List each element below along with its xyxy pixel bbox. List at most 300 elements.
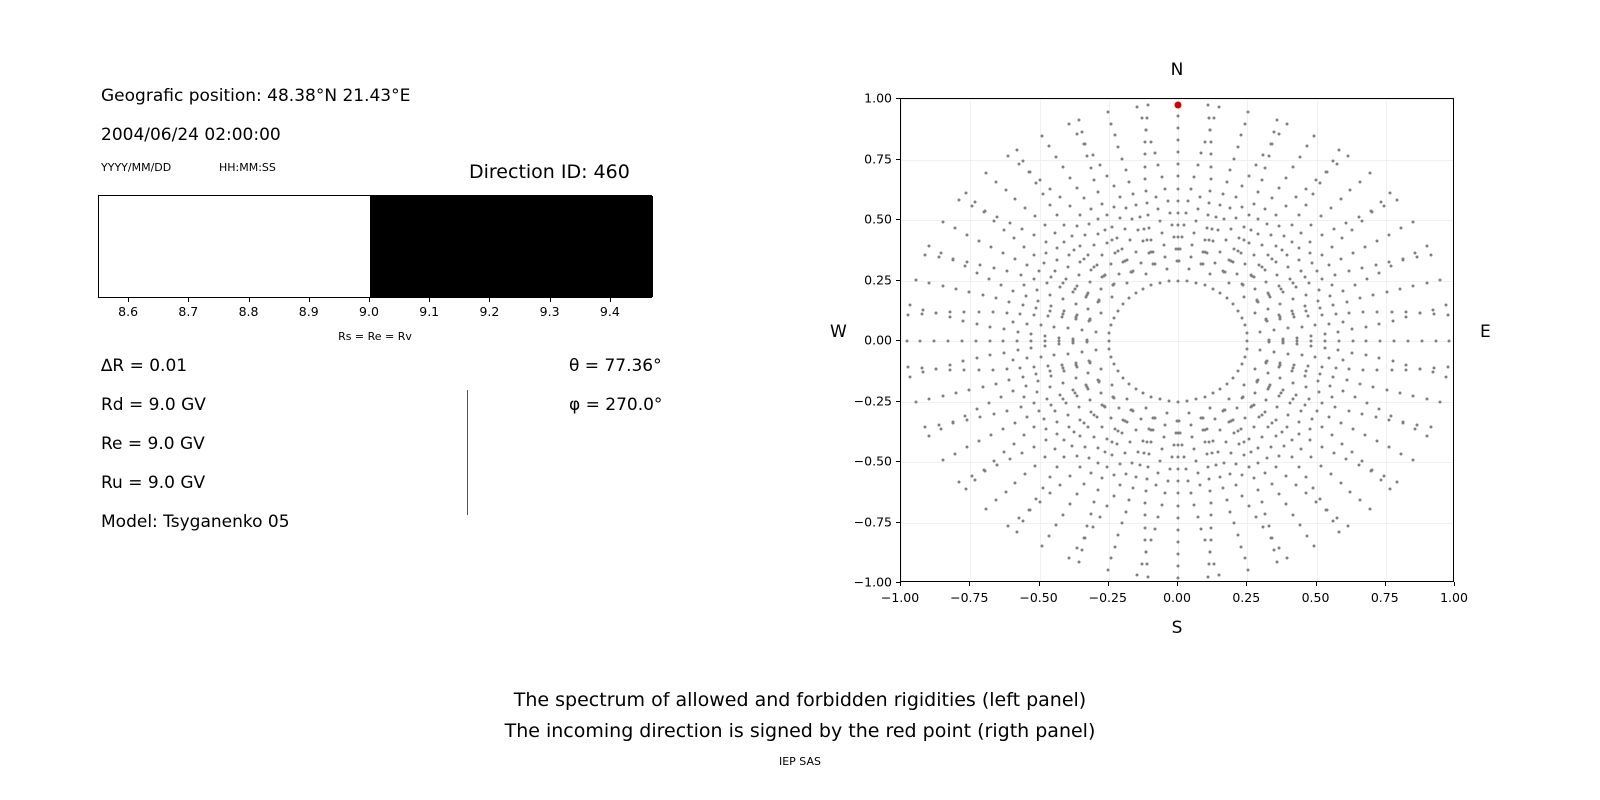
direction-point <box>988 340 991 343</box>
direction-point <box>1012 289 1015 292</box>
direction-point <box>1345 458 1348 461</box>
direction-point <box>1286 425 1289 428</box>
direction-point <box>1079 418 1082 421</box>
direction-point <box>1225 297 1228 300</box>
direction-point <box>921 312 924 315</box>
direction-point <box>1048 370 1051 373</box>
direction-point <box>1429 426 1432 429</box>
direction-point <box>1030 333 1033 336</box>
direction-point <box>1256 190 1259 193</box>
direction-point <box>1008 221 1011 224</box>
direction-point <box>1405 363 1408 366</box>
direction-point <box>1378 408 1381 411</box>
direction-point <box>1155 196 1158 199</box>
direction-point <box>1446 366 1449 369</box>
direction-point <box>1402 258 1405 261</box>
direction-point <box>1305 309 1308 312</box>
direction-point <box>1113 316 1116 319</box>
direction-point <box>1420 340 1423 343</box>
direction-point <box>1148 226 1151 229</box>
direction-point <box>1258 264 1261 267</box>
direction-point <box>975 322 978 325</box>
direction-point <box>1283 234 1286 237</box>
direction-point <box>1305 534 1308 537</box>
direction-point <box>1388 233 1391 236</box>
direction-point <box>1069 474 1072 477</box>
direction-point <box>1227 282 1230 285</box>
direction-point <box>1096 218 1099 221</box>
grid-line-vertical <box>1040 99 1041 581</box>
direction-point <box>1028 171 1031 174</box>
x-axis-tick-label: −0.25 <box>1088 590 1127 605</box>
direction-point <box>1208 563 1211 566</box>
direction-point <box>1252 426 1255 429</box>
direction-point <box>1292 316 1295 319</box>
direction-point <box>1347 409 1350 412</box>
direction-point <box>1022 160 1025 163</box>
delta-r-value: ∆R = 0.01 <box>101 356 188 376</box>
direction-point <box>1216 229 1219 232</box>
direction-point <box>1177 468 1180 471</box>
direction-point <box>1020 452 1023 455</box>
direction-point <box>1189 256 1192 259</box>
direction-point <box>1204 539 1207 542</box>
direction-point <box>1024 473 1027 476</box>
direction-point <box>1024 206 1027 209</box>
direction-point <box>1290 309 1293 312</box>
direction-point <box>1339 482 1342 485</box>
direction-point <box>1092 266 1095 269</box>
direction-point <box>1305 476 1308 479</box>
direction-point <box>1379 340 1382 343</box>
direction-point <box>1286 352 1289 355</box>
direction-point <box>1321 254 1324 257</box>
direction-point <box>938 255 941 258</box>
direction-point <box>1379 478 1382 481</box>
spectrum-segment-forbidden <box>370 196 653 297</box>
direction-point <box>1209 177 1212 180</box>
direction-point <box>1144 141 1147 144</box>
direction-point <box>1203 284 1206 287</box>
direction-point <box>1296 343 1299 346</box>
direction-point <box>1308 428 1311 431</box>
direction-point <box>1053 447 1056 450</box>
direction-point <box>1143 526 1146 529</box>
direction-point <box>1292 281 1295 284</box>
direction-point <box>975 271 978 274</box>
direction-point <box>1216 450 1219 453</box>
direction-point <box>1117 534 1120 537</box>
direction-point <box>1319 497 1322 500</box>
direction-point <box>1113 134 1116 137</box>
spectrum-tick <box>550 298 551 302</box>
direction-point <box>1078 465 1081 468</box>
direction-point <box>1291 513 1294 516</box>
direction-point <box>1262 526 1265 529</box>
x-axis-tick <box>1177 582 1178 586</box>
direction-point <box>1290 455 1293 458</box>
direction-point <box>1351 451 1354 454</box>
time-format-hint: HH:MM:SS <box>219 161 276 174</box>
direction-point <box>1193 447 1196 450</box>
direction-point <box>1352 428 1355 431</box>
direction-point <box>1282 290 1285 293</box>
direction-point <box>1359 499 1362 502</box>
direction-point <box>1105 242 1108 245</box>
direction-point <box>1415 255 1418 258</box>
direction-point <box>1078 119 1081 122</box>
direction-point <box>992 266 995 269</box>
direction-point <box>1086 155 1089 158</box>
direction-point <box>1089 512 1092 515</box>
direction-point <box>1260 179 1263 182</box>
direction-point <box>1345 379 1348 382</box>
grid-line-vertical <box>901 99 902 581</box>
direction-point <box>1359 180 1362 183</box>
direction-point <box>1109 263 1112 266</box>
direction-point <box>1123 228 1126 231</box>
direction-point <box>1280 392 1283 395</box>
direction-point <box>1243 454 1246 457</box>
direction-point <box>1304 275 1307 278</box>
direction-point <box>1269 143 1272 146</box>
direction-point <box>1023 395 1026 398</box>
direction-point <box>1240 316 1243 319</box>
direction-point <box>1312 134 1315 137</box>
direction-point <box>1291 166 1294 169</box>
direction-point <box>1294 196 1297 199</box>
direction-point <box>1153 152 1156 155</box>
direction-point <box>1292 381 1295 384</box>
direction-point <box>1275 406 1278 409</box>
direction-point <box>1432 308 1435 311</box>
direction-point <box>1361 266 1364 269</box>
direction-point <box>1144 489 1147 492</box>
direction-point <box>1104 406 1107 409</box>
caption-line-1: The spectrum of allowed and forbidden rigidities (left panel) <box>513 689 1087 711</box>
direction-point <box>1340 422 1343 425</box>
direction-point <box>1323 346 1326 349</box>
direction-point <box>1292 298 1295 301</box>
direction-point <box>1098 380 1101 383</box>
grid-line-vertical <box>1178 99 1179 581</box>
direction-point <box>1067 413 1070 416</box>
direction-point <box>1365 340 1368 343</box>
direction-point <box>1414 428 1417 431</box>
direction-point <box>1128 382 1131 385</box>
direction-point <box>1129 239 1132 242</box>
direction-point <box>1257 447 1260 450</box>
direction-point <box>1252 253 1255 256</box>
direction-point <box>1105 214 1108 217</box>
direction-point <box>963 368 966 371</box>
direction-point <box>1022 519 1025 522</box>
direction-point <box>1144 538 1147 541</box>
direction-point <box>1318 306 1321 309</box>
direction-point <box>1200 527 1203 530</box>
direction-point <box>1303 305 1306 308</box>
direction-point <box>1236 249 1239 252</box>
direction-point <box>1205 226 1208 229</box>
direction-point <box>1067 327 1070 330</box>
direction-point <box>1332 303 1335 306</box>
direction-point <box>1278 455 1281 458</box>
direction-point <box>1124 510 1127 513</box>
direction-point <box>1304 492 1307 495</box>
direction-point <box>1261 435 1264 438</box>
direction-point <box>1337 340 1340 343</box>
direction-point <box>1049 187 1052 190</box>
direction-point <box>1078 406 1081 409</box>
direction-point <box>1110 355 1113 358</box>
direction-point <box>1203 395 1206 398</box>
direction-point <box>939 251 942 254</box>
direction-point <box>1263 411 1266 414</box>
direction-point <box>1388 260 1391 263</box>
direction-point <box>1117 370 1120 373</box>
direction-point <box>1094 349 1097 352</box>
direction-point <box>1063 439 1066 442</box>
direction-point <box>1002 451 1005 454</box>
direction-point <box>1382 475 1385 478</box>
direction-point <box>1002 351 1005 354</box>
direction-point <box>992 413 995 416</box>
direction-point <box>1406 340 1409 343</box>
direction-point <box>1329 294 1332 297</box>
direction-point <box>1164 256 1167 259</box>
direction-point <box>1007 525 1010 528</box>
direction-point <box>933 340 936 343</box>
direction-point <box>1300 232 1303 235</box>
direction-point <box>1115 236 1118 239</box>
direction-point <box>1261 266 1264 269</box>
direction-point <box>1209 190 1212 193</box>
direction-point <box>1078 273 1081 276</box>
direction-point <box>1310 456 1313 459</box>
direction-point <box>1059 483 1062 486</box>
direction-point <box>1273 131 1276 134</box>
direction-point <box>1177 565 1180 568</box>
date-format-hint: YYYY/MM/DD <box>101 161 172 174</box>
direction-point <box>1305 203 1308 206</box>
direction-point <box>1277 547 1280 550</box>
direction-point <box>1083 143 1086 146</box>
direction-point <box>1177 163 1180 166</box>
direction-point <box>1122 376 1125 379</box>
direction-point <box>1269 234 1272 237</box>
direction-point <box>1222 192 1225 195</box>
direction-point <box>1093 179 1096 182</box>
direction-point <box>1035 306 1038 309</box>
direction-point <box>1131 487 1134 490</box>
direction-point <box>1299 410 1302 413</box>
direction-point <box>1304 293 1307 296</box>
direction-point <box>1337 531 1340 534</box>
direction-point <box>1352 251 1355 254</box>
direction-point <box>1136 574 1139 577</box>
direction-point <box>1078 244 1081 247</box>
direction-point <box>1105 505 1108 508</box>
direction-point <box>1297 432 1300 435</box>
direction-point <box>1100 288 1103 291</box>
direction-point <box>928 435 931 438</box>
direction-point <box>1043 223 1046 226</box>
direction-point <box>1080 351 1083 354</box>
direction-point <box>1074 377 1077 380</box>
direction-point <box>1191 244 1194 247</box>
direction-point <box>1075 187 1078 190</box>
direction-point <box>1198 483 1201 486</box>
direction-point <box>1323 340 1326 343</box>
direction-point <box>1070 234 1073 237</box>
direction-point <box>1404 311 1407 314</box>
direction-point <box>1177 279 1180 282</box>
direction-point <box>1273 548 1276 551</box>
direction-point <box>1120 248 1123 251</box>
direction-point <box>1196 471 1199 474</box>
direction-point <box>1177 552 1180 555</box>
direction-point <box>1016 531 1019 534</box>
grid-line-horizontal <box>901 99 1453 100</box>
direction-point <box>1346 525 1349 528</box>
direction-point <box>981 385 984 388</box>
direction-point <box>1236 309 1239 312</box>
direction-point <box>1016 330 1019 333</box>
direction-point <box>983 469 986 472</box>
direction-point <box>1056 421 1059 424</box>
direction-point <box>1158 220 1161 223</box>
spectrum-tick-label: 9.4 <box>599 304 620 319</box>
direction-point <box>1208 116 1211 119</box>
direction-point <box>1164 423 1167 426</box>
direction-point <box>1070 445 1073 448</box>
direction-point <box>1253 367 1256 370</box>
direction-point <box>968 388 971 391</box>
direction-point <box>1034 182 1037 185</box>
direction-point <box>1306 365 1309 368</box>
direction-point <box>1328 357 1331 360</box>
direction-point <box>1096 232 1099 235</box>
direction-point <box>1331 245 1334 248</box>
direction-point <box>1348 368 1351 371</box>
direction-point <box>1005 368 1008 371</box>
direction-point <box>1275 273 1278 276</box>
direction-point <box>1044 340 1047 343</box>
direction-point <box>1080 328 1083 331</box>
direction-point <box>1112 494 1115 497</box>
direction-point <box>1128 297 1131 300</box>
direction-point <box>1087 425 1090 428</box>
direction-point <box>1278 187 1281 190</box>
direction-point <box>1019 367 1022 370</box>
direction-point <box>1019 406 1022 409</box>
direction-point <box>1345 221 1348 224</box>
spectrum-tick <box>249 298 250 302</box>
direction-point <box>1028 509 1031 512</box>
direction-point <box>1245 332 1248 335</box>
direction-point <box>1142 439 1145 442</box>
direction-point <box>1240 545 1243 548</box>
direction-point <box>1046 281 1049 284</box>
direction-point <box>1001 428 1004 431</box>
direction-point <box>1095 264 1098 267</box>
spectrum-tick-label: 9.0 <box>359 304 379 319</box>
direction-point <box>1218 204 1221 207</box>
direction-point <box>921 371 924 374</box>
direction-point <box>1044 240 1047 243</box>
direction-point <box>1368 172 1371 175</box>
direction-point <box>1020 227 1023 230</box>
direction-point <box>1238 443 1241 446</box>
direction-point <box>983 210 986 213</box>
direction-point <box>1100 391 1103 394</box>
direction-point <box>1166 411 1169 414</box>
direction-point <box>1177 127 1180 130</box>
direction-point <box>1335 162 1338 165</box>
direction-point <box>1024 294 1027 297</box>
direction-point <box>919 340 922 343</box>
direction-point <box>1173 235 1176 238</box>
direction-point <box>1278 492 1281 495</box>
direction-point <box>1382 204 1385 207</box>
direction-point <box>1333 452 1336 455</box>
direction-point <box>1177 199 1180 202</box>
direction-point <box>1061 316 1064 319</box>
datetime-label: 2004/06/24 02:00:00 <box>101 125 281 145</box>
direction-point <box>1169 211 1172 214</box>
direction-point <box>1228 472 1231 475</box>
direction-point <box>1131 218 1134 221</box>
direction-point <box>1207 465 1210 468</box>
direction-point <box>1279 302 1282 305</box>
direction-point <box>1285 557 1288 560</box>
direction-point <box>1163 187 1166 190</box>
direction-point <box>1050 305 1053 308</box>
direction-point <box>995 297 998 300</box>
direction-point <box>1012 442 1015 445</box>
direction-point <box>1218 475 1221 478</box>
direction-point <box>1062 513 1065 516</box>
direction-point <box>1013 257 1016 260</box>
direction-point <box>1305 145 1308 148</box>
direction-point <box>1056 258 1059 261</box>
direction-point <box>1273 328 1276 331</box>
grid-line-horizontal <box>901 220 1453 221</box>
direction-point <box>1082 482 1085 485</box>
direction-point <box>1404 368 1407 371</box>
direction-point <box>1012 390 1015 393</box>
geographic-position-label: Geografic position: 48.38°N 21.43°E <box>101 86 411 106</box>
direction-point <box>1129 440 1132 443</box>
direction-point <box>1007 154 1010 157</box>
direction-point <box>1166 480 1169 483</box>
direction-point <box>1194 281 1197 284</box>
direction-point <box>1016 340 1019 343</box>
direction-point <box>1126 397 1129 400</box>
direction-point <box>1174 248 1177 251</box>
direction-point <box>1084 445 1087 448</box>
direction-point <box>1171 456 1174 459</box>
direction-point <box>1069 205 1072 208</box>
spectrum-tick <box>369 298 370 302</box>
direction-point <box>1330 395 1333 398</box>
direction-point <box>1199 262 1202 265</box>
direction-point <box>947 340 950 343</box>
y-axis-tick <box>896 522 900 523</box>
spectrum-x-axis-label: Rs = Re = Rv <box>338 330 412 343</box>
direction-point <box>1206 428 1209 431</box>
direction-point <box>1446 313 1449 316</box>
